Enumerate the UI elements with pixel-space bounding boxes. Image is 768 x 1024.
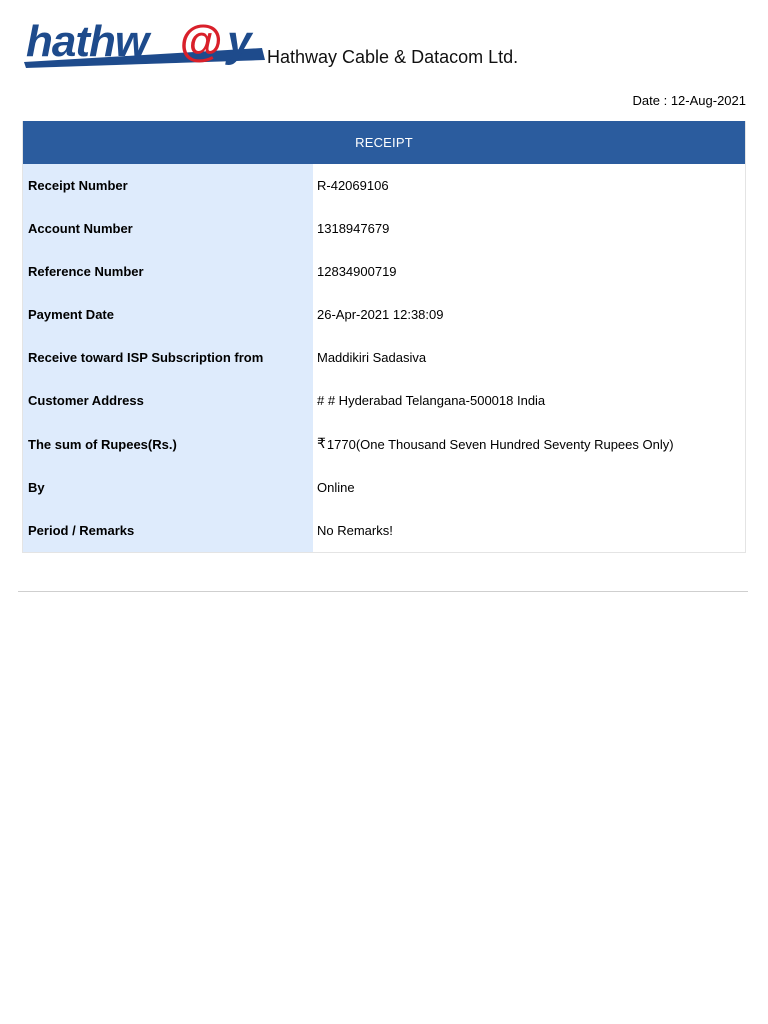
row-label-receipt-number: Receipt Number: [23, 164, 313, 207]
svg-text:y: y: [227, 18, 252, 66]
table-row: [23, 379, 745, 422]
row-label-amount: The sum of Rupees(Rs.): [23, 422, 313, 466]
receipt-date: Date : 12-Aug-2021: [632, 93, 746, 108]
row-label-remarks: Period / Remarks: [23, 509, 313, 552]
company-name: Hathway Cable & Datacom Ltd.: [267, 47, 519, 67]
row-value-receipt-number: R-42069106: [317, 178, 389, 193]
row-value-payment-date: 26-Apr-2021 12:38:09: [317, 307, 444, 322]
row-value-payment-mode: Online: [317, 480, 355, 495]
page-divider: [18, 591, 748, 592]
hathway-logo: [22, 18, 267, 72]
row-label-payment-date: Payment Date: [23, 293, 313, 336]
row-label-reference-number: Reference Number: [23, 250, 313, 293]
table-row: [23, 207, 745, 250]
row-value-remarks: No Remarks!: [317, 523, 393, 538]
row-label-customer-address: Customer Address: [23, 379, 313, 422]
table-row: [23, 164, 745, 207]
row-value-subscriber: Maddikiri Sadasiva: [317, 350, 427, 365]
svg-text:@: @: [179, 18, 222, 66]
row-value-reference-number: 12834900719: [317, 264, 397, 279]
row-value-amount: [313, 422, 745, 466]
svg-text:hathw: hathw: [26, 18, 149, 66]
table-row: [23, 509, 745, 552]
table-row: [23, 250, 745, 293]
receipt-title: RECEIPT: [23, 121, 745, 164]
amount-text: 1770(One Thousand Seven Hundred Seventy Rupees Only): [326, 436, 674, 452]
row-value-customer-address: # # Hyderabad Telangana-500018 India: [317, 393, 546, 408]
table-row: [23, 336, 745, 379]
row-value-account-number: 1318947679: [317, 221, 390, 236]
row-label-subscriber: Receive toward ISP Subscription from: [23, 336, 313, 379]
row-label-payment-mode: By: [23, 466, 313, 509]
row-label-account-number: Account Number: [23, 207, 313, 250]
rupee-icon: ₹: [317, 436, 326, 452]
table-row: [23, 293, 745, 336]
hathway-logo-graphic: [22, 18, 267, 72]
table-row: [23, 466, 745, 509]
receipt-table: [22, 121, 746, 553]
table-row: [23, 422, 745, 466]
